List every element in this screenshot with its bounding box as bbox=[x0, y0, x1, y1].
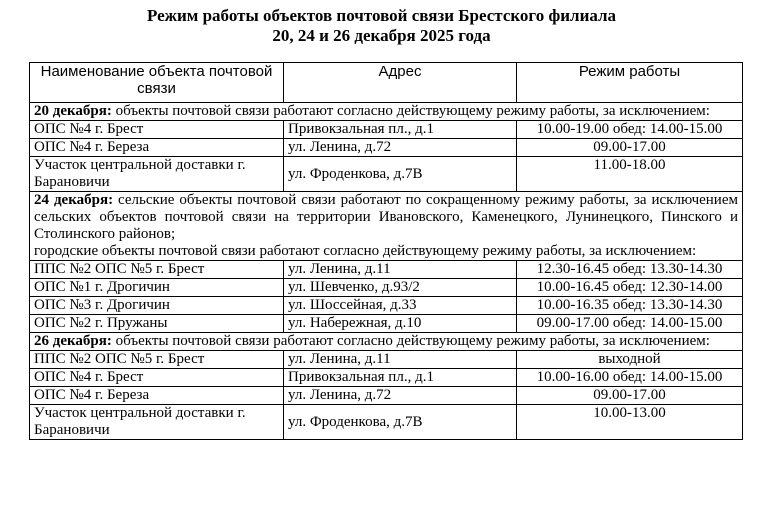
cell-name: ОПС №4 г. Береза bbox=[30, 139, 284, 157]
header-name: Наименование объекта почтовой связи bbox=[30, 63, 284, 103]
section-row bbox=[30, 192, 743, 261]
cell-name: ОПС №3 г. Дрогичин bbox=[30, 297, 284, 315]
table-row bbox=[30, 405, 743, 440]
document-subtitle: 20, 24 и 26 декабря 2025 года bbox=[272, 26, 491, 45]
cell-address: ул. Фроденкова, д.7В bbox=[284, 157, 517, 192]
cell-hours: 10.00-16.45 обед: 12.30-14.00 bbox=[517, 279, 743, 297]
cell-name: ОПС №4 г. Брест bbox=[30, 369, 284, 387]
cell-hours: 10.00-13.00 bbox=[517, 405, 743, 440]
cell-address: Привокзальная пл., д.1 bbox=[284, 369, 517, 387]
table-row bbox=[30, 121, 743, 139]
document-title: Режим работы объектов почтовой связи Брестского филиала bbox=[146, 6, 617, 25]
cell-hours: выходной bbox=[517, 351, 743, 369]
cell-name: Участок центральной доставки г. Барановичи bbox=[30, 405, 284, 440]
cell-address: ул. Ленина, д.72 bbox=[284, 139, 517, 157]
cell-address: Привокзальная пл., д.1 bbox=[284, 121, 517, 139]
table-row bbox=[30, 315, 743, 333]
cell-address: ул. Набережная, д.10 bbox=[284, 315, 517, 333]
cell-address: ул. Ленина, д.11 bbox=[284, 351, 517, 369]
table-row bbox=[30, 297, 743, 315]
cell-address: ул. Шевченко, д.93/2 bbox=[284, 279, 517, 297]
cell-name: ОПС №4 г. Брест bbox=[30, 121, 284, 139]
cell-name: ОПС №1 г. Дрогичин bbox=[30, 279, 284, 297]
table-row bbox=[30, 351, 743, 369]
table-row bbox=[30, 139, 743, 157]
section-date: 24 декабря: bbox=[34, 192, 114, 208]
cell-hours: 09.00-17.00 обед: 14.00-15.00 bbox=[517, 315, 743, 333]
section-date: 20 декабря: bbox=[34, 103, 112, 119]
section-text: объекты почтовой связи работают согласно действующему режиму работы, за исключением: bbox=[111, 333, 710, 349]
cell-name: ОПС №4 г. Береза bbox=[30, 387, 284, 405]
table-row bbox=[30, 261, 743, 279]
cell-address: ул. Фроденкова, д.7В bbox=[284, 405, 517, 440]
cell-address: ул. Шоссейная, д.33 bbox=[284, 297, 517, 315]
header-hours: Режим работы bbox=[517, 63, 743, 103]
cell-hours: 09.00-17.00 bbox=[517, 387, 743, 405]
cell-hours: 11.00-18.00 bbox=[517, 157, 743, 192]
schedule-table bbox=[29, 62, 743, 440]
table-row bbox=[30, 157, 743, 192]
section-text: объекты почтовой связи работают согласно действующему режиму работы, за исключением: bbox=[111, 103, 710, 119]
cell-address: ул. Ленина, д.72 bbox=[284, 387, 517, 405]
section-row bbox=[30, 103, 743, 121]
cell-name: ППС №2 ОПС №5 г. Брест bbox=[30, 351, 284, 369]
section-row bbox=[30, 333, 743, 351]
table-row bbox=[30, 369, 743, 387]
section-text: сельские объекты почтовой связи работают по сокращенному режиму работы, за исключением сельских объектов почтовой связи на территории Ивановского, Каменецкого, Лунинецкого, Пинского и Столинского районов; bbox=[34, 192, 738, 242]
table-row bbox=[30, 279, 743, 297]
table-header-row bbox=[30, 63, 743, 103]
header-address: Адрес bbox=[284, 63, 517, 103]
cell-hours: 10.00-16.35 обед: 13.30-14.30 bbox=[517, 297, 743, 315]
section-date: 26 декабря: bbox=[34, 333, 112, 349]
cell-name: ОПС №2 г. Пружаны bbox=[30, 315, 284, 333]
section-text-2: городские объекты почтовой связи работают согласно действующему режиму работы, за исключением: bbox=[34, 243, 697, 259]
cell-name: ППС №2 ОПС №5 г. Брест bbox=[30, 261, 284, 279]
cell-name: Участок центральной доставки г. Барановичи bbox=[30, 157, 284, 192]
cell-hours: 10.00-16.00 обед: 14.00-15.00 bbox=[517, 369, 743, 387]
cell-address: ул. Ленина, д.11 bbox=[284, 261, 517, 279]
cell-hours: 12.30-16.45 обед: 13.30-14.30 bbox=[517, 261, 743, 279]
cell-hours: 09.00-17.00 bbox=[517, 139, 743, 157]
cell-hours: 10.00-19.00 обед: 14.00-15.00 bbox=[517, 121, 743, 139]
table-row bbox=[30, 387, 743, 405]
